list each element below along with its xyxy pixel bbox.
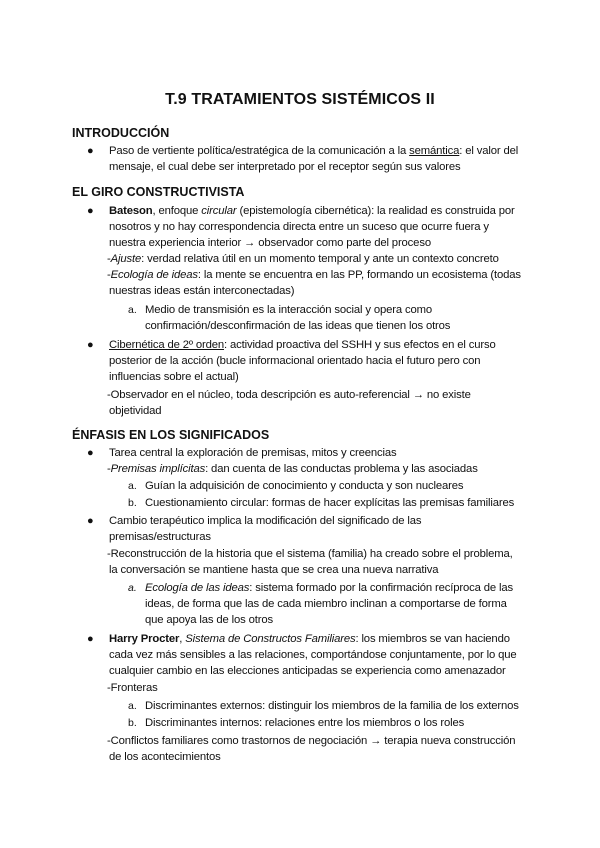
section-heading-introduccion: INTRODUCCIÓN: [72, 126, 170, 140]
bullet-icon: ●: [87, 205, 94, 217]
premisas-item-a: Guían la adquisición de conocimiento y conducta y son nucleares: [145, 480, 464, 492]
bullet-icon: ●: [87, 145, 94, 157]
bateson-line-1: Bateson, enfoque circular (epistemología cibernética): la realidad es construida por: [109, 205, 515, 217]
list-marker: a.: [128, 700, 137, 712]
conflictos-line-2: de los acontecimientos: [109, 751, 221, 763]
ecologia-ideas-line-2: ideas, de forma que las de cada miembro inclinan a comportarse de forma: [145, 598, 507, 610]
bateson-line-2: nosotros y no hay correspondencia directa entre un suceso que ocurre fuera y: [109, 221, 489, 233]
fronteras-item-b: Discriminantes internos: relaciones entre los miembros o los roles: [145, 717, 465, 729]
reconstruccion-line-1: -Reconstrucción de la historia que el sistema (familia) ha creado sobre el problema,: [107, 548, 513, 560]
ecologia-line-1: -Ecología de ideas: la mente se encuentra en las PP, formando un ecosistema (todas: [107, 269, 521, 281]
cibernetica-line-3: influencias sobre el actual): [109, 371, 239, 383]
procter-line-1: Harry Procter, Sistema de Constructos Familiares: los miembros se van haciendo: [109, 633, 510, 645]
observador-line-1: -Observador en el núcleo, toda descripción es auto-referencial → no existe: [107, 389, 471, 401]
ecologia-line-2: nuestras ideas están interconectadas): [109, 285, 295, 297]
fronteras-item-a: Discriminantes externos: distinguir los miembros de la familia de los externos: [145, 700, 519, 712]
list-marker: a.: [128, 582, 137, 594]
bullet-icon: ●: [87, 633, 94, 645]
page-title: T.9 TRATAMIENTOS SISTÉMICOS II: [165, 91, 435, 108]
bullet-icon: ●: [87, 447, 94, 459]
intro-line-1: Paso de vertiente política/estratégica de la comunicación a la semántica: el valor del: [109, 145, 519, 157]
fronteras-line: -Fronteras: [107, 682, 158, 694]
conflictos-line-1: -Conflictos familiares como trastornos de negociación → terapia nueva construcción: [107, 735, 516, 747]
ecologia-ideas-line-1: Ecología de las ideas: sistema formado por la confirmación recíproca de las: [145, 582, 514, 594]
reconstruccion-line-2: la conversación se mantiene hasta que se crea una nueva narrativa: [109, 564, 439, 576]
sub-a-line-2: confirmación/desconfirmación de las ideas que tienen los otros: [145, 320, 451, 332]
tarea-line: Tarea central la exploración de premisas, mitos y creencias: [109, 447, 397, 459]
list-marker: a.: [128, 304, 137, 316]
observador-line-2: objetividad: [109, 405, 162, 417]
procter-line-3: cualquier cambio en las elecciones anticipadas se experiencia como amenazador: [109, 665, 506, 677]
ajuste-line: -Ajuste: verdad relativa útil en un momento temporal y ante un contexto concreto: [107, 253, 499, 265]
ecologia-ideas-line-3: que apoya las de los otros: [145, 614, 273, 626]
premisas-item-b: Cuestionamiento circular: formas de hacer explícitas las premisas familiares: [145, 497, 515, 509]
list-marker: a.: [128, 480, 137, 492]
intro-line-2: mensaje, el cual debe ser interpretado por el receptor según sus valores: [109, 161, 461, 173]
cibernetica-line-2: posterior de la acción (bucle informacional orientado hacia el futuro pero con: [109, 355, 481, 367]
list-marker: b.: [128, 717, 137, 729]
cibernetica-line-1: Cibernética de 2º orden: actividad proactiva del SSHH y sus efectos en el curso: [109, 339, 496, 351]
procter-line-2: cada vez más sensibles a las relaciones, comportándose conjuntamente, por lo que: [109, 649, 517, 661]
bullet-icon: ●: [87, 339, 94, 351]
section-heading-giro: EL GIRO CONSTRUCTIVISTA: [72, 185, 245, 199]
list-marker: b.: [128, 497, 137, 509]
cambio-line-2: premisas/estructuras: [109, 531, 211, 543]
section-heading-enfasis: ÉNFASIS EN LOS SIGNIFICADOS: [72, 428, 270, 442]
sub-a-line-1: Medio de transmisión es la interacción social y opera como: [145, 304, 433, 316]
premisas-line: -Premisas implícitas: dan cuenta de las conductas problema y las asociadas: [107, 463, 478, 475]
cambio-line-1: Cambio terapéutico implica la modificación del significado de las: [109, 515, 422, 527]
bateson-line-3: nuestra experiencia interior → observador como parte del proceso: [109, 237, 431, 249]
bullet-icon: ●: [87, 515, 94, 527]
